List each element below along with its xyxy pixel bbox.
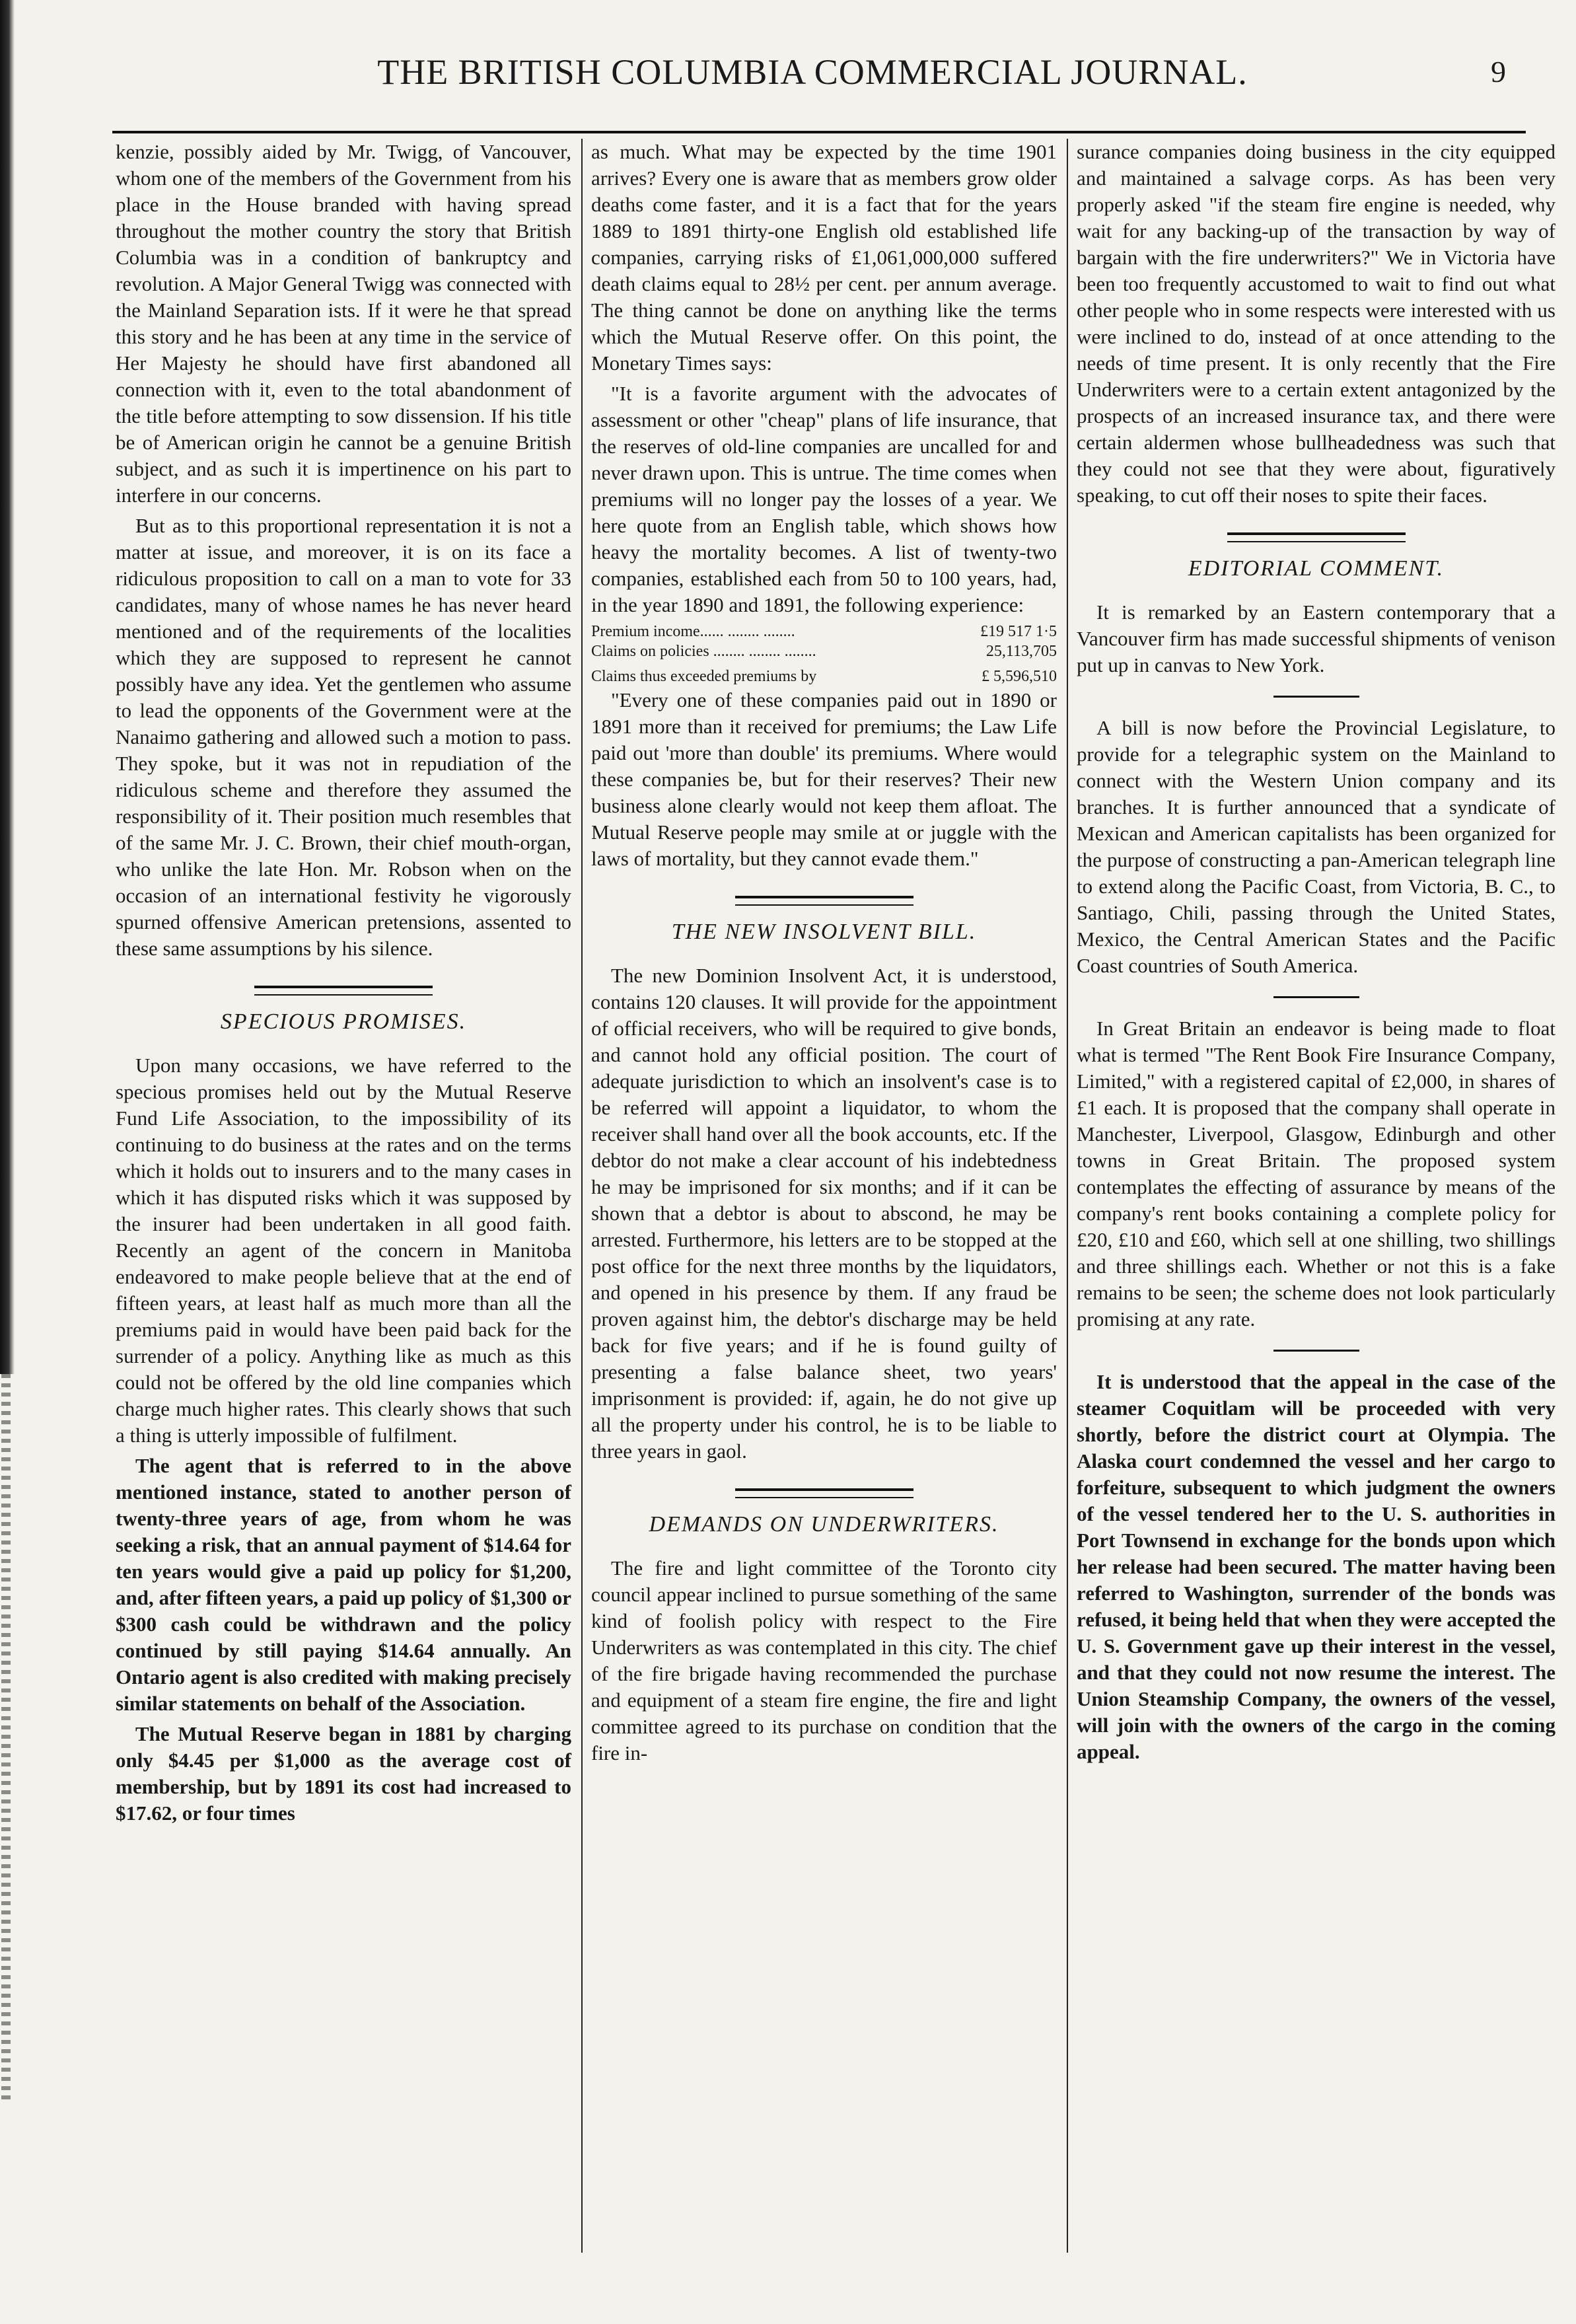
table-row [591,622,1057,641]
table-value: £19 517 1·5 [980,623,1057,640]
column-divider [581,139,583,2253]
paragraph: The new Dominion Insolvent Act, it is understood, contains 120 clauses. It will provide for the appointment of official receivers, who will be required to give bonds, and cannot hold any official position. The court of adequate jurisdiction to which an insolvent's case is to be referred will appoint a liquidator, to whom the receiver shall hand over all the book accounts, etc. If the debtor do not make a clear account of his indebtedness he may be imprisoned for six months; and if it can be shown that a debtor is about to abscond, he may be arrested. Furthermore, his letters are to be stopped at the post office for the next three months by the liquidators, and opened in his presence by them. If any fraud be proven against him, the debtor's discharge may be held back for five years; and if he is found guilty of presenting a false balance sheet, two years' imprisonment is provided: if, again, he do not give up all the property under his control, he is to be liable to three years in gaol. [591,964,1057,1463]
section-title-specious-promises: SPECIOUS PROMISES. [220,1009,467,1034]
section-title-underwriters: DEMANDS ON UNDERWRITERS. [649,1512,999,1537]
quote-paragraph: "It is a favorite argument with the advocates of assessment or other "cheap" plans of life insurance, that the reserves of old-line companies are uncalled for and never drawn upon. This is untrue. The time comes when premiums will no longer pay the losses of a year. We here quote from an English table, which shows how heavy the mortality becomes. A list of twenty-two companies, established each from 50 to 100 years, had, in the year 1890 and 1891, the following experience: [591,382,1057,616]
column-3 [1077,139,1556,1769]
paragraph: But as to this proportional representation it is not a matter at issue, and moreover, it is on its face a ridiculous proposition to call on a man to vote for 33 candidates, many of whose names he has never heard mentioned and of the requirements of the localities which they are supposed to represent he cannot possibly have any idea. Yet the gentlemen who assume to lead the opponents of the Government were at the Nanaimo gathering and allowed such a motion to pass. They spoke, but it was not in repudiation of the ridiculous scheme and therefore they assumed the responsibility of it. Their position much resembles that of the same Mr. J. C. Brown, their chief mouth-organ, who unlike the late Hon. Mr. Robson when on the occasion of an international festivity he vigorously spurned offensive American pretensions, assented to these same assumptions by his silence. [116,514,571,960]
paragraph: It is remarked by an Eastern contemporary that a Vancouver firm has made successful shipments of venison put up in canvas to New York. [1077,600,1556,676]
table-row [591,667,1057,686]
paragraph: kenzie, possibly aided by Mr. Twigg, of Vancouver, whom one of the members of the Government from his place in the House branded with having spread throughout the mother country the story that British Columbia was in a condition of bankruptcy and revolution. A Major General Twigg was connected with the Mainland Separation ists. If it were he that spread this story and he has been at any time in the service of Her Majesty he should have first abandoned all connection with it, even to the total abandonment of the title before attempting to sow dissension. If his title be of American origin he cannot be a genuine British subject, and as such it is impertinence on his part to interfere in our concerns. [116,140,571,507]
column-1 [116,139,571,1831]
page-header [99,52,1526,118]
binding-edge [0,0,15,1374]
item-divider [1273,1350,1359,1352]
section-divider [735,1488,913,1498]
section-title-insolvent-bill: THE NEW INSOLVENT BILL. [671,920,977,944]
page-number: 9 [1491,55,1506,89]
paragraph: Upon many occasions, we have referred to the specious promises held out by the Mutual Reserve Fund Life Association, to the impossibility of its continuing to do business at the rates and on the terms which it holds out to insurers and to the many cases in which it has disputed risks which it was supposed by the insurer had been undertaken in all good faith. Recently an agent of the concern in Manitoba endeavored to make people believe that at the end of fifteen years, at least half as much more than all the premiums paid in would have been paid back for the surrender of a policy. Anything like as much as this could not be offered by the old line companies which charge much higher rates. This clearly shows that such a thing is utterly impossible of fulfilment. [116,1054,571,1447]
paragraph: In Great Britain an endeavor is being made to float what is termed "The Rent Book Fire Insurance Company, Limited," with a registered capital of £2,000, in shares of £1 each. It is proposed that the company shall operate in Manchester, Liverpool, Glasgow, Edinburgh and other towns in Great Britain. The proposed system contemplates the effecting of assurance by means of the company's rent books containing a complete policy for £20, £10 and £60, which sell at one shilling, two shillings and three shillings each. Whether or not this is a fake remains to be seen; the scheme does not look particularly promising at any rate. [1077,1017,1556,1330]
column-divider [1067,139,1068,2253]
section-title-editorial-comment: EDITORIAL COMMENT. [1188,556,1445,581]
table-label: Claims thus exceeded premiums by [591,668,817,685]
paragraph: A bill is now before the Provincial Legislature, to provide for a telegraphic system on the Mainland to connect with the Western Union company and its branches. It is further announced that a syndicate of Mexican and American capitalists has been organized for the purpose of constructing a pan-American telegraph line to extend along the Pacific Coast, from Victoria, B. C., to Santiago, Chili, passing through the United States, Mexico, the Central American States and the Pacific Coast countries of South America. [1077,716,1556,977]
paragraph: The Mutual Reserve began in 1881 by charging only $4.45 per $1,000 as the average cost of membership, but by 1891 its cost had increased to $17.62, or four times [116,1722,571,1825]
paragraph: The fire and light committee of the Toronto city council appear inclined to pursue something of the same kind of foolish policy with respect to the Fire Underwriters as was contemplated in this city. The chief of the fire brigade having recommended the purchase and equipment of a steam fire engine, the fire and light committee agreed to its purchase on condition that the fire in- [591,1556,1057,1764]
header-rule [112,131,1526,133]
column-2 [591,139,1057,1770]
section-divider [1227,532,1406,542]
paragraph: The agent that is referred to in the above mentioned instance, stated to another person of twenty-three years of age, from whom he was seeking a risk, that an annual payment of $14.64 for ten years would give a paid up policy for $1,200, and, after fifteen years, a paid up policy of $1,300 or $300 cash could be withdrawn and the policy continued by still paying $14.64 annually. An Ontario agent is also credited with making precisely similar statements on behalf of the Association. [116,1454,571,1715]
paragraph: It is understood that the appeal in the case of the steamer Coquitlam will be proceeded with very shortly, before the district court at Olympia. The Alaska court condemned the vessel and her cargo to forfeiture, subsequent to which judgment the owners of the vessel tendered her to the U. S. authorities in Port Townsend in exchange for the bonds upon which her release had been secured. The matter having been referred to Washington, surrender of the bonds was refused, it being held that when they were accepted the U. S. Government gave up their interest in the vessel, and that they could not now resume the interest. The Union Steamship Company, the owners of the vessel, will join with the owners of the cargo in the coming appeal. [1077,1370,1556,1763]
item-divider [1273,996,1359,998]
section-divider [735,896,913,906]
table-value: 25,113,705 [985,643,1057,660]
table-value: £ 5,596,510 [982,668,1057,685]
table-row [591,642,1057,661]
binding-edge-lower [1,1374,11,2101]
quote-paragraph: "Every one of these companies paid out in 1890 or 1891 more than it received for premiums; the Law Life paid out 'more than double' its premiums. Where would these companies be, but for their reserves? Their new business alone clearly would not keep them afloat. The Mutual Reserve people may smile at or juggle with the laws of mortality, but they cannot evade them." [591,688,1057,870]
paragraph: as much. What may be expected by the time 1901 arrives? Every one is aware that as members grow older deaths come faster, and it is a fact that for the years 1889 to 1891 thirty-one English old established life companies, carrying risks of £1,061,000,000 suffered death claims equal to 28½ per cent. per annum average. The thing cannot be done on anything like the terms which the Mutual Reserve offer. On this point, the Monetary Times says: [591,140,1057,375]
paragraph: surance companies doing business in the city equipped and maintained a salvage corps. As has been very properly asked "if the steam fire engine is needed, why wait for any backing-up of the transaction by way of bargain with the fire underwriters?" We in Victoria have been too frequently accustomed to wait to find out what other people who in some respects were interested with us were inclined to do, instead of at once attending to the needs of time present. It is only recently that the Fire Underwriters were to a certain extent antagonized by the prospects of an increased insurance tax, and there were certain aldermen whose bullheadedness was such that they could not see that they were about, figuratively speaking, to cut off their noses to spite their faces. [1077,140,1556,507]
table-label: Premium income...... ........ ........ [591,623,795,640]
table-label: Claims on policies ........ ........ ........ [591,643,816,660]
item-divider [1273,696,1359,698]
journal-title: THE BRITISH COLUMBIA COMMERCIAL JOURNAL. [377,52,1248,92]
section-divider [254,986,433,996]
